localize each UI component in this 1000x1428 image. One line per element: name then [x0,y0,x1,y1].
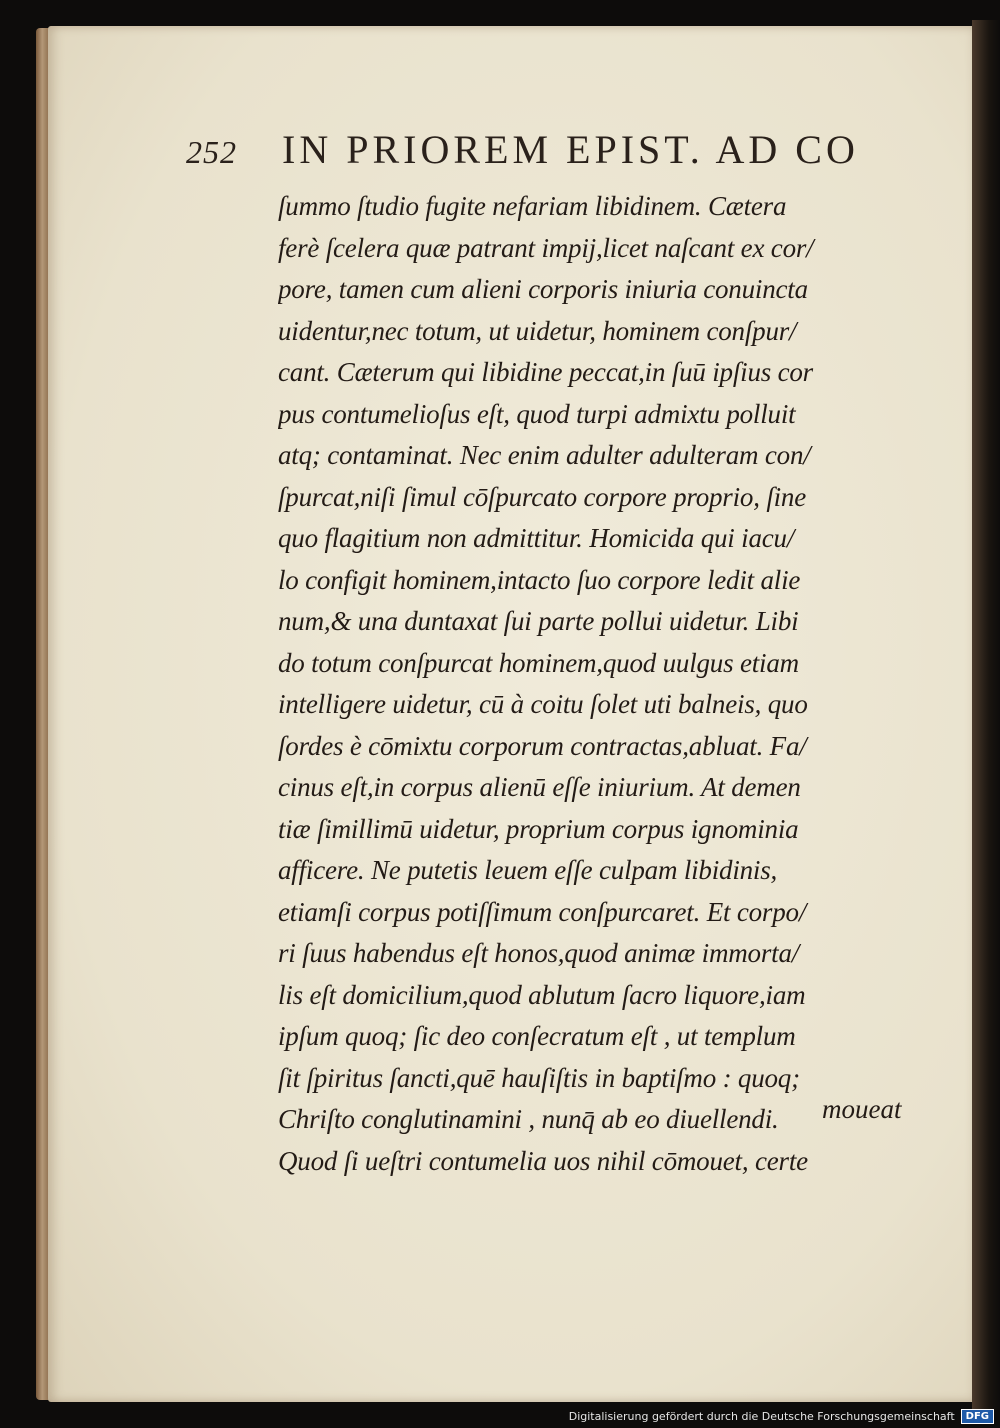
book-gutter-shadow [972,20,1000,1410]
text-line: intelligere uidetur, cū à coitu ſolet uti balneis, quo [278,689,808,719]
catchword: moueat [822,1094,902,1124]
text-line: afficere. Ne putetis leuem eſſe culpam libidinis, [278,855,778,885]
body-text [278,186,924,1182]
text-line: ſit ſpiritus ſancti,quē hauſiſtis in baptiſmo : quoq; [278,1062,800,1093]
digitization-credit [569,1409,994,1424]
text-line: cinus eſt,in corpus alienū eſſe iniurium. At demen [278,772,801,802]
dfg-logo-icon: DFG [961,1409,994,1424]
text-line: ferè ſcelera quæ patrant impij,licet naſcant ex cor/ [278,232,814,263]
page-number: 252 [186,134,237,170]
text-line: do totum conſpurcat hominem,quod uulgus etiam [278,647,799,678]
text-line: ri ſuus habendus eſt honos,quod animæ immorta/ [278,938,800,968]
text-line: atq; contaminat. Nec enim adulter adulteram con/ [278,440,811,470]
credit-text: Digitalisierung gefördert durch die Deutsche Forschungsgemeinschaft [568,1410,955,1423]
running-head: IN PRIOREM EPIST. AD CO [282,127,859,172]
page-header [186,126,916,176]
text-line: ſordes è cōmixtu corporum contractas,abluat. Fa/ [278,730,807,761]
text-line: ipſum quoq; ſic deo conſecratum eſt , ut templum [278,1021,796,1051]
text-line: lo configit hominem,intacto ſuo corpore ledit alie [278,564,801,595]
text-line: lis eſt domicilium,quod ablutum ſacro liquore,iam [278,979,806,1010]
text-line: ſummo ſtudio fugite nefariam libidinem. Cætera [278,191,787,221]
text-line: etiamſi corpus potiſſimum conſpurcaret. Et corpo/ [278,896,807,927]
text-line: cant. Cæterum qui libidine peccat,in ſuū ipſius cor [278,357,813,387]
text-line: quo flagitium non admittitur. Homicida qui iacu/ [278,523,795,553]
text-line: tiæ ſimillimū uidetur, proprium corpus ignominia [278,813,799,844]
text-line: num,& una duntaxat ſui parte pollui uidetur. Libi [278,606,799,636]
text-line: pus contumelioſus eſt, quod turpi admixtu polluit [278,398,796,429]
text-line: ſpurcat,niſi ſimul cōſpurcato corpore proprio, ſine [278,481,807,512]
text-line: Quod ſi ueſtri contumelia uos nihil cōmouet, certe [278,1145,808,1176]
text-line: Chriſto conglutinamini , nunq̄ ab eo diuellendi. [278,1104,779,1134]
text-line: pore, tamen cum alieni corporis iniuria conuincta [278,274,808,304]
text-line: uidentur,nec totum, ut uidetur, hominem conſpur/ [278,315,797,346]
